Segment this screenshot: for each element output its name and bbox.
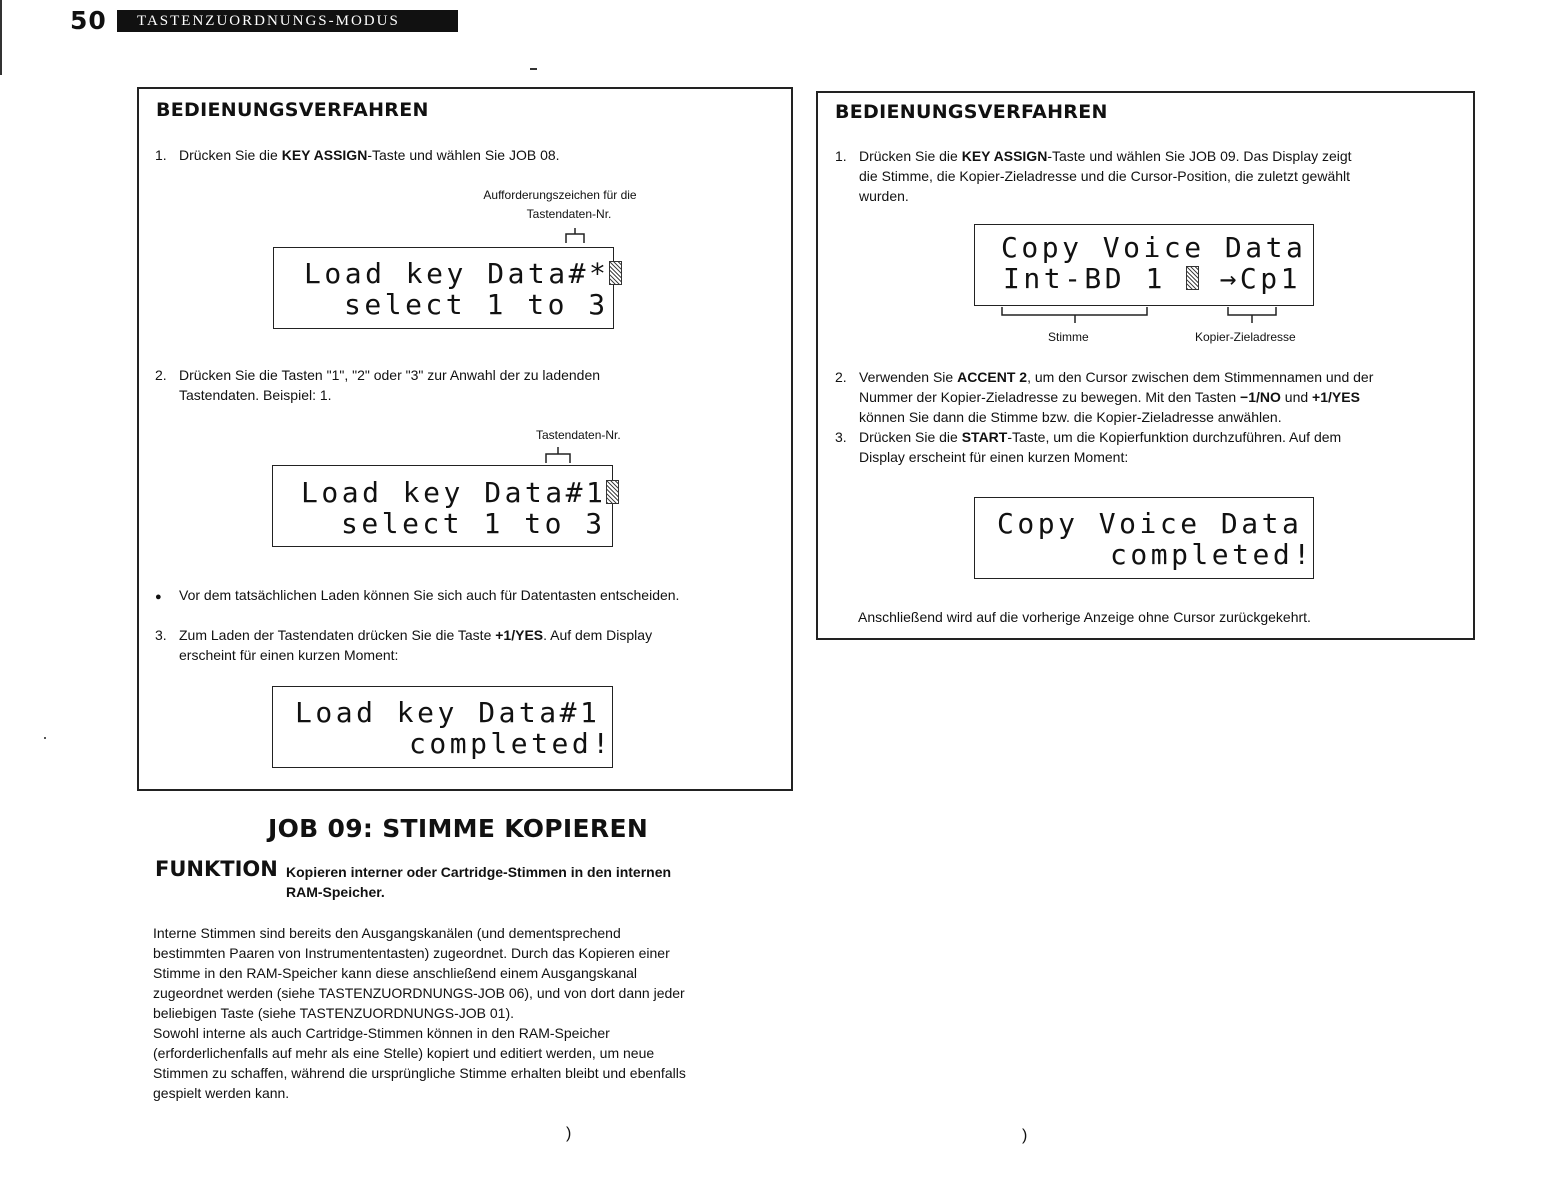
right-step-2: 2. Verwenden Sie ACCENT 2, um den Cursor zwischen dem Stimmennamen und der Nummer der Kopier-Zieladresse zu bewegen. Mit den Tasten −1/NO und +1/YES können Sie dann die Stimme bzw. die Kopier-Zieladresse anwählen. [835, 369, 1374, 425]
stray-mark-right: ) [1022, 1127, 1028, 1144]
page-left-edge-line [0, 0, 2, 75]
pointer-bracket-1 [564, 228, 586, 244]
label-stimme: Stimme [1048, 330, 1089, 344]
right-procedure-heading: BEDIENUNGSVERFAHREN [835, 101, 1108, 123]
lcd-display-copy-voice: Copy Voice Data Int-BD 1 →Cp1 [974, 224, 1314, 306]
cursor-block-icon [609, 261, 622, 285]
right-step-3: 3. Drücken Sie die START-Taste, um die Kopierfunktion durchzuführen. Auf dem Display erscheint für einen kurzen Moment: [835, 429, 1342, 465]
step-number: 1. [155, 147, 167, 163]
job-body-text: Interne Stimmen sind bereits den Ausgangskanälen (und dementsprechend bestimmten Paaren von Instrumententasten) zugeordnet. Durch das Kopieren einer Stimme in den RAM-Speicher kann diese anschließend einem Ausgangskanal zugeordnet werden (siehe TASTENZUORDNUNGS-JOB 06), und von dort dann jeder beliebigen Taste (siehe TASTENZUORDNUNGS-JOB 01). Sowohl interne als auch Cartridge-Stimmen können in den RAM-Speicher (erforderlichenfalls auf mehr als eine Stelle) kopiert und editiert werden, um neue Stimmen zu schaffen, während die ursprüngliche Stimme erhalten bleibt und ebenfalls gespielt werden kann. [153, 925, 686, 1101]
page-number: 50 [70, 6, 107, 35]
section-header-bar: TASTENZUORDNUNGS-MODUS [117, 10, 458, 32]
funktion-description: Kopieren interner oder Cartridge-Stimmen in den internen RAM-Speicher. [286, 864, 672, 900]
caption-prompt-label: Aufforderungszeichen für die Tastendaten-Nr. [483, 188, 637, 221]
cursor-block-icon [1186, 266, 1199, 290]
pointer-bracket-2 [544, 447, 572, 464]
lcd-display-copy-completed: Copy Voice Data completed! [974, 497, 1314, 579]
stray-mark-left: ) [566, 1125, 572, 1142]
left-step-1: 1. Drücken Sie die KEY ASSIGN-Taste und wählen Sie JOB 08. [155, 147, 560, 163]
left-procedure-heading: BEDIENUNGSVERFAHREN [156, 99, 429, 121]
left-step-3: 3. Zum Laden der Tastendaten drücken Sie die Taste +1/YES. Auf dem Display erscheint für einen kurzen Moment: [155, 627, 653, 663]
stray-dash [530, 68, 537, 70]
lcd-display-load-completed: Load key Data#1 completed! [272, 686, 613, 768]
lcd-display-load-prompt: Load key Data#* select 1 to 3 [273, 247, 614, 329]
stray-dot [44, 737, 46, 739]
job-title: JOB 09: STIMME KOPIEREN [268, 814, 649, 843]
caption-keydata-number: Tastendaten-Nr. [536, 428, 621, 442]
label-kopier-zieladresse: Kopier-Zieladresse [1195, 330, 1296, 344]
cursor-block-icon [606, 480, 619, 504]
indicator-brackets [1000, 307, 1285, 327]
left-bullet-note: ● Vor dem tatsächlichen Laden können Sie sich auch für Datentasten entscheiden. [155, 587, 680, 603]
lcd-display-load-selected: Load key Data#1 select 1 to 3 [272, 465, 613, 547]
right-step-1: 1. Drücken Sie die KEY ASSIGN-Taste und wählen Sie JOB 09. Das Display zeigt die Stimme, die Kopier-Zieladresse und die Cursor-Position, die zuletzt gewählt wurden. [835, 148, 1352, 204]
left-step-2: 2. Drücken Sie die Tasten "1", "2" oder "3" zur Anwahl der zu ladenden Tastendaten. Beispiel: 1. [155, 367, 601, 403]
funktion-label: FUNKTION [155, 857, 278, 881]
right-footer-note: Anschließend wird auf die vorherige Anzeige ohne Cursor zurückgekehrt. [858, 609, 1311, 625]
bullet-icon: ● [155, 591, 162, 603]
